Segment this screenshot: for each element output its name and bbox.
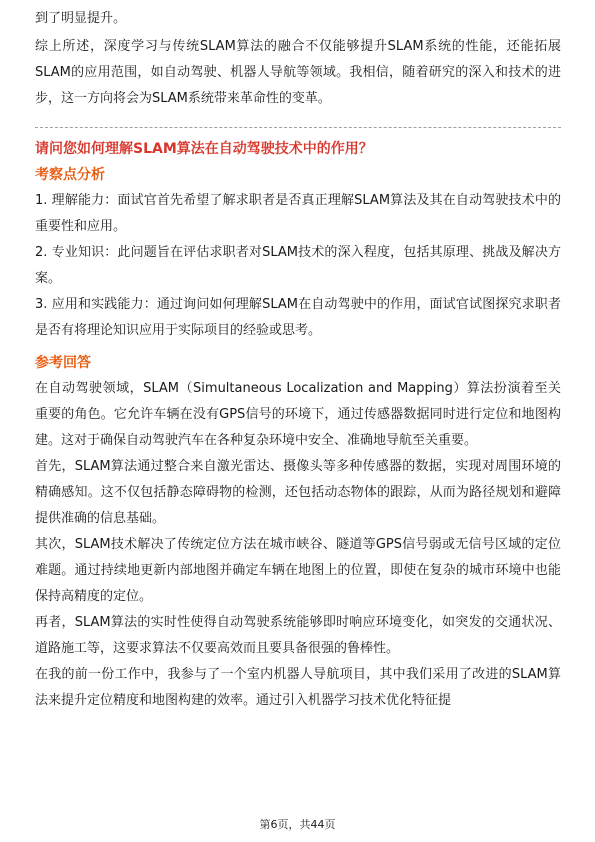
answer-paragraph: 在我的前一份工作中，我参与了一个室内机器人导航项目，其中我们采用了改进的SLAM算法来提升定位精度和地图构建的效率。通过引入机器学习技术优化特征提 bbox=[35, 667, 561, 708]
document-page bbox=[35, 6, 561, 714]
answer-paragraph: 其次，SLAM技术解决了传统定位方法在城市峡谷、隧道等GPS信号弱或无信号区域的定位难题。通过持续地更新内部地图并确定车辆在地图上的位置，即使在复杂的城市环境中也能保持高精度的定位。 bbox=[35, 537, 561, 604]
answer-paragraph: 再者，SLAM算法的实时性使得自动驾驶系统能够即时响应环境变化，如突发的交通状况、道路施工等，这要求算法不仅要高效而且要具备很强的鲁棒性。 bbox=[35, 615, 561, 656]
answer-paragraph: 在自动驾驶领域，SLAM（Simultaneous Localization and Mapping）算法扮演着至关重要的角色。它允许车辆在没有GPS信号的环境下，通过传感器数据同时进行定位和地图构建。这对于确保自动驾驶汽车在各种复杂环境中安全、准确地导航至关重要。 bbox=[35, 381, 561, 448]
intro-paragraph: 综上所述，深度学习与传统SLAM算法的融合不仅能够提升SLAM系统的性能，还能拓展SLAM的应用范围，如自动驾驶、机器人导航等领域。我相信，随着研究的深入和技术的进步，这一方向将会为SLAM系统带来革命性的变革。 bbox=[35, 39, 561, 106]
answer-paragraph: 首先，SLAM算法通过整合来自激光雷达、摄像头等多种传感器的数据，实现对周围环境的精确感知。这不仅包括静态障碍物的检测，还包括动态物体的跟踪，从而为路径规划和避障提供准确的信息基础。 bbox=[35, 459, 561, 526]
section-divider bbox=[35, 127, 561, 128]
intro-paragraph: 到了明显提升。 bbox=[35, 11, 127, 26]
interview-question: 请问您如何理解SLAM算法在自动驾驶技术中的作用？ bbox=[35, 141, 373, 157]
analysis-heading: 考察点分析 bbox=[35, 167, 105, 183]
page-number-footer: 第6页，共44页 bbox=[259, 818, 336, 831]
analysis-item: 3. 应用和实践能力：通过询问如何理解SLAM在自动驾驶中的作用，面试官试图探究求职者是否有将理论知识应用于实际项目的经验或思考。 bbox=[35, 297, 561, 338]
answer-heading: 参考回答 bbox=[35, 355, 91, 371]
analysis-item: 2. 专业知识：此问题旨在评估求职者对SLAM技术的深入程度，包括其原理、挑战及解决方案。 bbox=[35, 245, 561, 286]
analysis-item: 1. 理解能力：面试官首先希望了解求职者是否真正理解SLAM算法及其在自动驾驶技术中的重要性和应用。 bbox=[35, 193, 561, 234]
